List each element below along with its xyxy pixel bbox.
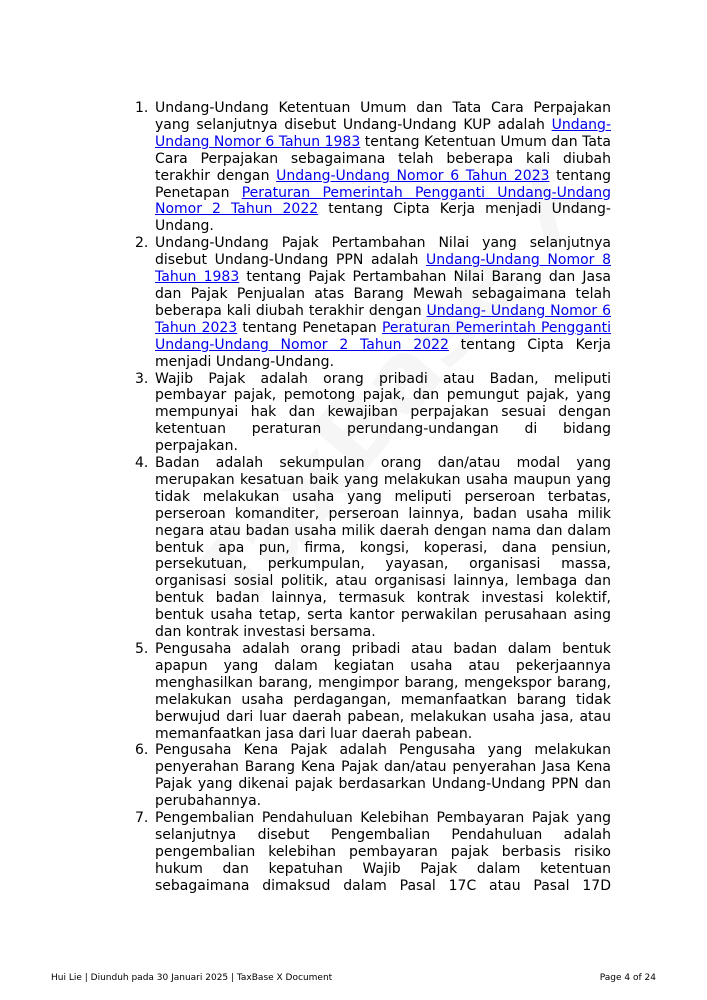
- list-item: [135, 455, 611, 641]
- list-item: [135, 100, 612, 235]
- list-item-text: Undang-Undang Ketentuan Umum dan Tata Cara Perpajakan yang selanjutnya disebut Undang-Undang KUP adalah: [155, 100, 611, 133]
- list-item-number: 2.: [135, 235, 149, 252]
- list-item-number: 6.: [135, 742, 149, 759]
- list-item-text: tentang Ketentuan Umum dan Tata Cara Perpajakan sebagaimana telah beberapa kali diubah terakhir dengan: [155, 133, 611, 184]
- regulation-link[interactable]: Undang-Undang Nomor 6 Tahun 2023: [276, 167, 550, 184]
- list-item-text: tentang Cipta Kerja menjadi Undang-Undang.: [155, 201, 611, 235]
- list-item: [135, 810, 611, 895]
- list-item-text: tentang Penetapan: [155, 167, 611, 201]
- list-item-number: 4.: [135, 455, 149, 472]
- list-item-text: Pengusaha adalah orang pribadi atau badan dalam bentuk apapun yang dalam kegiatan usaha atau pekerjaannya menghasilkan barang, mengimpor barang, mengekspor barang, melakukan usaha perdagangan, memanfaatkan barang tidak berwujud dari luar daerah pabean, melakukan usaha jasa, atau memanfaatkan jasa dari luar daerah pabean.: [155, 641, 611, 742]
- list-item: [135, 641, 611, 742]
- list-item-number: 1.: [135, 100, 149, 116]
- list-item-text: Badan adalah sekumpulan orang dan/atau modal yang merupakan kesatuan baik yang melakukan usaha maupun yang tidak melakukan usaha yang meliputi perseroan terbatas, perseroan komanditer, perseroan lainnya, badan usaha milik negara atau badan usaha milik daerah dengan nama dan dalam bentuk apa pun, firma, kongsi, koperasi, dana pensiun, persekutuan, perkumpulan, yayasan, organisasi massa, organisasi sosial politik, atau organisasi lainnya, lembaga dan bentuk badan lainnya, termasuk kontrak investasi kolektif, bentuk usaha tetap, serta kantor perwakilan perusahaan asing dan kontrak investasi bersama.: [155, 455, 611, 641]
- list-item-text: Pengusaha Kena Pajak adalah Pengusaha yang melakukan penyerahan Barang Kena Pajak dan/atau penyerahan Jasa Kena Pajak yang dikenai pajak berdasarkan Undang-Undang PPN dan perubahannya.: [155, 742, 611, 810]
- list-item-text: tentang Penetapan: [237, 319, 382, 336]
- footer-download-info: Hui Lie | Diunduh pada 30 Januari 2025 | TaxBase X Document: [51, 973, 333, 983]
- regulation-link[interactable]: Undang-Undang Nomor 8 Tahun 1983: [155, 252, 611, 286]
- list-item: [135, 370, 611, 456]
- regulation-link[interactable]: Peraturan Pemerintah Pengganti Undang-Undang Nomor 2 Tahun 2022: [155, 319, 612, 353]
- list-item-text: Undang-Undang Pajak Pertambahan Nilai yang selanjutnya disebut Undang-Undang PPN adalah: [155, 235, 611, 269]
- list-item-number: 3.: [135, 370, 149, 387]
- definition-list: [135, 100, 612, 895]
- list-item-text: tentang Cipta Kerja menjadi Undang-Undang.: [155, 336, 611, 370]
- list-item-text: Wajib Pajak adalah orang pribadi atau Badan, meliputi pembayar pajak, pemotong pajak, dan pemungut pajak, yang mempunyai hak dan kewajiban perpajakan sesuai dengan ketentuan peraturan perundang-undangan di bidang perpajakan.: [155, 370, 611, 455]
- list-item-number: 7.: [135, 810, 149, 827]
- list-item-text: tentang Pajak Pertambahan Nilai Barang dan Jasa dan Pajak Penjualan atas Barang Mewah sebagaimana telah beberapa kali diubah terakhir dengan: [155, 269, 612, 319]
- regulation-link[interactable]: Undang- Undang Nomor 6 Tahun 2023: [155, 302, 611, 336]
- list-item: [135, 742, 611, 810]
- list-item: [135, 235, 612, 370]
- footer-page-number: Page 4 of 24: [599, 973, 656, 983]
- list-item-text: Pengembalian Pendahuluan Kelebihan Pembayaran Pajak yang selanjutnya disebut Pengembalian Pendahuluan adalah pengembalian kelebihan pembayaran pajak berbasis risiko hukum dan kepatuhan Wajib Pajak dalam ketentuan sebagaimana dimaksud dalam Pasal 17C atau Pasal 17D: [155, 810, 611, 894]
- list-item-number: 5.: [135, 641, 149, 657]
- regulation-link[interactable]: Undang-Undang Nomor 6 Tahun 1983: [155, 116, 611, 150]
- regulation-link[interactable]: Peraturan Pemerintah Pengganti Undang-Undang Nomor 2 Tahun 2022: [155, 184, 612, 218]
